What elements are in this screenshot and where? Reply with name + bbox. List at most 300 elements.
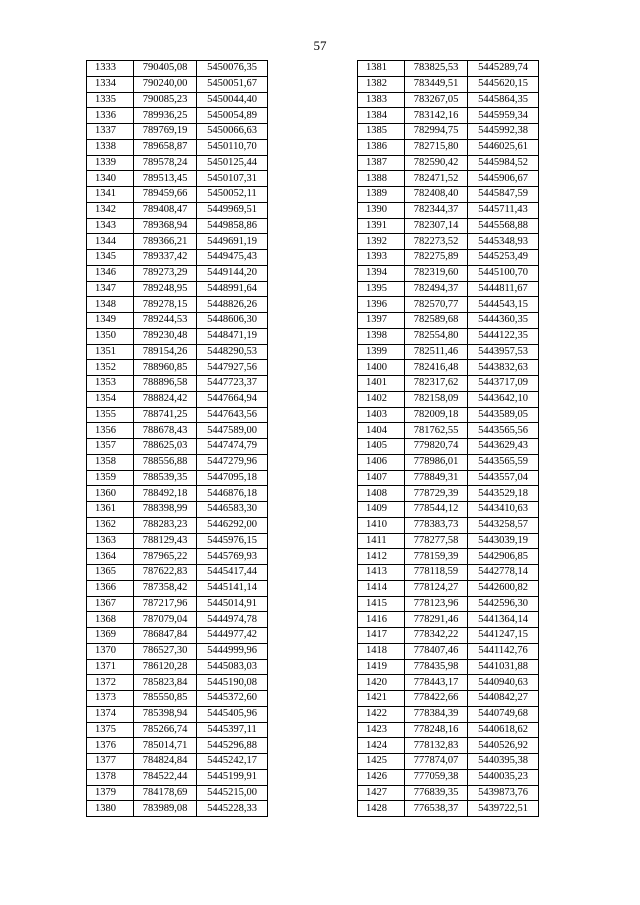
table-row xyxy=(358,281,539,297)
table-row xyxy=(87,565,268,581)
table-row xyxy=(87,139,268,155)
point-number: 1369 xyxy=(87,628,134,644)
x-coordinate: 782494,37 xyxy=(405,281,468,297)
point-number: 1406 xyxy=(358,454,405,470)
x-coordinate: 779820,74 xyxy=(405,439,468,455)
point-number: 1347 xyxy=(87,281,134,297)
y-coordinate: 5447589,00 xyxy=(197,423,268,439)
x-coordinate: 782408,40 xyxy=(405,187,468,203)
point-number: 1353 xyxy=(87,376,134,392)
y-coordinate: 5445568,88 xyxy=(468,218,539,234)
y-coordinate: 5440940,63 xyxy=(468,675,539,691)
table-row xyxy=(358,171,539,187)
point-number: 1361 xyxy=(87,502,134,518)
x-coordinate: 788539,35 xyxy=(134,470,197,486)
point-number: 1354 xyxy=(87,391,134,407)
table-row xyxy=(358,691,539,707)
y-coordinate: 5449144,20 xyxy=(197,265,268,281)
x-coordinate: 784522,44 xyxy=(134,769,197,785)
y-coordinate: 5444999,96 xyxy=(197,643,268,659)
point-number: 1363 xyxy=(87,533,134,549)
point-number: 1356 xyxy=(87,423,134,439)
x-coordinate: 782715,80 xyxy=(405,139,468,155)
table-row xyxy=(87,769,268,785)
point-number: 1419 xyxy=(358,659,405,675)
point-number: 1400 xyxy=(358,360,405,376)
page-number: 57 xyxy=(313,38,327,53)
x-coordinate: 786847,84 xyxy=(134,628,197,644)
x-coordinate: 787358,42 xyxy=(134,580,197,596)
coordinates-table-left xyxy=(86,60,268,817)
point-number: 1389 xyxy=(358,187,405,203)
table-row xyxy=(358,265,539,281)
y-coordinate: 5448471,19 xyxy=(197,328,268,344)
y-coordinate: 5442778,14 xyxy=(468,565,539,581)
x-coordinate: 782554,80 xyxy=(405,328,468,344)
x-coordinate: 790240,00 xyxy=(134,76,197,92)
point-number: 1386 xyxy=(358,139,405,155)
y-coordinate: 5447664,94 xyxy=(197,391,268,407)
point-number: 1370 xyxy=(87,643,134,659)
y-coordinate: 5450110,70 xyxy=(197,139,268,155)
point-number: 1409 xyxy=(358,502,405,518)
point-number: 1337 xyxy=(87,124,134,140)
y-coordinate: 5445014,91 xyxy=(197,596,268,612)
table-row xyxy=(87,643,268,659)
table-row xyxy=(358,187,539,203)
y-coordinate: 5445199,91 xyxy=(197,769,268,785)
x-coordinate: 785266,74 xyxy=(134,722,197,738)
point-number: 1350 xyxy=(87,328,134,344)
y-coordinate: 5443557,04 xyxy=(468,470,539,486)
table-row xyxy=(87,218,268,234)
table-row xyxy=(87,549,268,565)
y-coordinate: 5445100,70 xyxy=(468,265,539,281)
point-number: 1385 xyxy=(358,124,405,140)
x-coordinate: 789936,25 xyxy=(134,108,197,124)
table-row xyxy=(87,76,268,92)
point-number: 1378 xyxy=(87,769,134,785)
coordinates-table-right xyxy=(357,60,539,817)
table-row xyxy=(358,360,539,376)
table-row xyxy=(87,706,268,722)
y-coordinate: 5448606,30 xyxy=(197,313,268,329)
table-row xyxy=(358,328,539,344)
table-row xyxy=(358,250,539,266)
point-number: 1428 xyxy=(358,801,405,817)
y-coordinate: 5450066,63 xyxy=(197,124,268,140)
table-row xyxy=(87,92,268,108)
table-row xyxy=(358,706,539,722)
y-coordinate: 5445253,49 xyxy=(468,250,539,266)
table-row xyxy=(87,234,268,250)
point-number: 1418 xyxy=(358,643,405,659)
point-number: 1349 xyxy=(87,313,134,329)
x-coordinate: 782471,52 xyxy=(405,171,468,187)
x-coordinate: 778849,31 xyxy=(405,470,468,486)
table-row xyxy=(87,533,268,549)
x-coordinate: 787079,04 xyxy=(134,612,197,628)
y-coordinate: 5439873,76 xyxy=(468,785,539,801)
x-coordinate: 783267,05 xyxy=(405,92,468,108)
y-coordinate: 5445242,17 xyxy=(197,754,268,770)
point-number: 1383 xyxy=(358,92,405,108)
x-coordinate: 789278,15 xyxy=(134,297,197,313)
table-row xyxy=(87,454,268,470)
table-row xyxy=(358,596,539,612)
table-row xyxy=(358,722,539,738)
table-row xyxy=(358,517,539,533)
table-row xyxy=(87,754,268,770)
y-coordinate: 5448290,53 xyxy=(197,344,268,360)
x-coordinate: 788283,23 xyxy=(134,517,197,533)
x-coordinate: 784824,84 xyxy=(134,754,197,770)
y-coordinate: 5445083,03 xyxy=(197,659,268,675)
x-coordinate: 788556,88 xyxy=(134,454,197,470)
y-coordinate: 5442600,82 xyxy=(468,580,539,596)
point-number: 1373 xyxy=(87,691,134,707)
point-number: 1352 xyxy=(87,360,134,376)
point-number: 1420 xyxy=(358,675,405,691)
x-coordinate: 782009,18 xyxy=(405,407,468,423)
y-coordinate: 5440526,92 xyxy=(468,738,539,754)
table-row xyxy=(87,265,268,281)
x-coordinate: 785550,85 xyxy=(134,691,197,707)
x-coordinate: 789408,47 xyxy=(134,202,197,218)
table-row xyxy=(87,801,268,817)
y-coordinate: 5450076,35 xyxy=(197,61,268,77)
point-number: 1392 xyxy=(358,234,405,250)
table-row xyxy=(358,139,539,155)
y-coordinate: 5445711,43 xyxy=(468,202,539,218)
x-coordinate: 789368,94 xyxy=(134,218,197,234)
x-coordinate: 788741,25 xyxy=(134,407,197,423)
x-coordinate: 789366,21 xyxy=(134,234,197,250)
point-number: 1351 xyxy=(87,344,134,360)
x-coordinate: 782319,60 xyxy=(405,265,468,281)
x-coordinate: 789658,87 xyxy=(134,139,197,155)
point-number: 1427 xyxy=(358,785,405,801)
y-coordinate: 5441247,15 xyxy=(468,628,539,644)
x-coordinate: 778383,73 xyxy=(405,517,468,533)
point-number: 1394 xyxy=(358,265,405,281)
point-number: 1357 xyxy=(87,439,134,455)
table-row xyxy=(87,61,268,77)
x-coordinate: 778277,58 xyxy=(405,533,468,549)
point-number: 1340 xyxy=(87,171,134,187)
table-row xyxy=(87,738,268,754)
table-row xyxy=(87,250,268,266)
x-coordinate: 789248,95 xyxy=(134,281,197,297)
y-coordinate: 5446025,61 xyxy=(468,139,539,155)
point-number: 1423 xyxy=(358,722,405,738)
x-coordinate: 777874,07 xyxy=(405,754,468,770)
point-number: 1379 xyxy=(87,785,134,801)
point-number: 1421 xyxy=(358,691,405,707)
point-number: 1396 xyxy=(358,297,405,313)
x-coordinate: 778986,01 xyxy=(405,454,468,470)
point-number: 1387 xyxy=(358,155,405,171)
table-row xyxy=(358,313,539,329)
table-row xyxy=(358,202,539,218)
table-row xyxy=(358,612,539,628)
x-coordinate: 778124,27 xyxy=(405,580,468,596)
point-number: 1397 xyxy=(358,313,405,329)
y-coordinate: 5443529,18 xyxy=(468,486,539,502)
table-row xyxy=(358,502,539,518)
point-number: 1393 xyxy=(358,250,405,266)
x-coordinate: 786120,28 xyxy=(134,659,197,675)
x-coordinate: 785398,94 xyxy=(134,706,197,722)
y-coordinate: 5445864,35 xyxy=(468,92,539,108)
x-coordinate: 789273,29 xyxy=(134,265,197,281)
x-coordinate: 782273,52 xyxy=(405,234,468,250)
point-number: 1402 xyxy=(358,391,405,407)
table-row xyxy=(87,439,268,455)
y-coordinate: 5449969,51 xyxy=(197,202,268,218)
table-row xyxy=(358,61,539,77)
table-row xyxy=(87,470,268,486)
x-coordinate: 782416,48 xyxy=(405,360,468,376)
point-number: 1346 xyxy=(87,265,134,281)
point-number: 1408 xyxy=(358,486,405,502)
table-row xyxy=(358,675,539,691)
table-row xyxy=(358,643,539,659)
x-coordinate: 788129,43 xyxy=(134,533,197,549)
x-coordinate: 787622,83 xyxy=(134,565,197,581)
point-number: 1380 xyxy=(87,801,134,817)
y-coordinate: 5450107,31 xyxy=(197,171,268,187)
y-coordinate: 5447723,37 xyxy=(197,376,268,392)
table-row xyxy=(87,108,268,124)
y-coordinate: 5440749,68 xyxy=(468,706,539,722)
point-number: 1399 xyxy=(358,344,405,360)
x-coordinate: 787217,96 xyxy=(134,596,197,612)
y-coordinate: 5447643,56 xyxy=(197,407,268,423)
x-coordinate: 778384,39 xyxy=(405,706,468,722)
point-number: 1416 xyxy=(358,612,405,628)
y-coordinate: 5440842,27 xyxy=(468,691,539,707)
y-coordinate: 5446292,00 xyxy=(197,517,268,533)
x-coordinate: 789459,66 xyxy=(134,187,197,203)
point-number: 1395 xyxy=(358,281,405,297)
point-number: 1375 xyxy=(87,722,134,738)
x-coordinate: 778443,17 xyxy=(405,675,468,691)
y-coordinate: 5445296,88 xyxy=(197,738,268,754)
y-coordinate: 5439722,51 xyxy=(468,801,539,817)
x-coordinate: 778291,46 xyxy=(405,612,468,628)
table-row xyxy=(87,502,268,518)
table-row xyxy=(358,155,539,171)
point-number: 1345 xyxy=(87,250,134,266)
table-row xyxy=(87,628,268,644)
x-coordinate: 784178,69 xyxy=(134,785,197,801)
table-row xyxy=(358,454,539,470)
x-coordinate: 789513,45 xyxy=(134,171,197,187)
table-row xyxy=(358,391,539,407)
point-number: 1338 xyxy=(87,139,134,155)
table-row xyxy=(358,297,539,313)
table-row xyxy=(87,124,268,140)
x-coordinate: 778118,59 xyxy=(405,565,468,581)
table-row xyxy=(87,596,268,612)
x-coordinate: 786527,30 xyxy=(134,643,197,659)
x-coordinate: 782344,37 xyxy=(405,202,468,218)
table-row xyxy=(87,281,268,297)
table-row xyxy=(87,202,268,218)
x-coordinate: 782511,46 xyxy=(405,344,468,360)
y-coordinate: 5445141,14 xyxy=(197,580,268,596)
point-number: 1382 xyxy=(358,76,405,92)
point-number: 1341 xyxy=(87,187,134,203)
point-number: 1391 xyxy=(358,218,405,234)
table-row xyxy=(87,171,268,187)
y-coordinate: 5443039,19 xyxy=(468,533,539,549)
y-coordinate: 5447474,79 xyxy=(197,439,268,455)
x-coordinate: 783142,16 xyxy=(405,108,468,124)
point-number: 1333 xyxy=(87,61,134,77)
y-coordinate: 5445847,59 xyxy=(468,187,539,203)
point-number: 1348 xyxy=(87,297,134,313)
point-number: 1344 xyxy=(87,234,134,250)
table-row xyxy=(87,659,268,675)
table-row xyxy=(358,470,539,486)
point-number: 1426 xyxy=(358,769,405,785)
table-row xyxy=(358,801,539,817)
x-coordinate: 778407,46 xyxy=(405,643,468,659)
y-coordinate: 5442906,85 xyxy=(468,549,539,565)
y-coordinate: 5445190,08 xyxy=(197,675,268,691)
x-coordinate: 778342,22 xyxy=(405,628,468,644)
point-number: 1388 xyxy=(358,171,405,187)
point-number: 1405 xyxy=(358,439,405,455)
x-coordinate: 783449,51 xyxy=(405,76,468,92)
point-number: 1384 xyxy=(358,108,405,124)
point-number: 1359 xyxy=(87,470,134,486)
y-coordinate: 5443258,57 xyxy=(468,517,539,533)
x-coordinate: 783825,53 xyxy=(405,61,468,77)
x-coordinate: 782570,77 xyxy=(405,297,468,313)
point-number: 1360 xyxy=(87,486,134,502)
x-coordinate: 788678,43 xyxy=(134,423,197,439)
table-row xyxy=(87,785,268,801)
point-number: 1417 xyxy=(358,628,405,644)
x-coordinate: 782275,89 xyxy=(405,250,468,266)
y-coordinate: 5449691,19 xyxy=(197,234,268,250)
x-coordinate: 782994,75 xyxy=(405,124,468,140)
table-row xyxy=(87,297,268,313)
point-number: 1377 xyxy=(87,754,134,770)
x-coordinate: 778248,16 xyxy=(405,722,468,738)
table-row xyxy=(87,691,268,707)
x-coordinate: 776839,35 xyxy=(405,785,468,801)
table-row xyxy=(87,313,268,329)
x-coordinate: 778132,83 xyxy=(405,738,468,754)
x-coordinate: 788896,58 xyxy=(134,376,197,392)
point-number: 1339 xyxy=(87,155,134,171)
y-coordinate: 5448826,26 xyxy=(197,297,268,313)
y-coordinate: 5444977,42 xyxy=(197,628,268,644)
x-coordinate: 788960,85 xyxy=(134,360,197,376)
point-number: 1424 xyxy=(358,738,405,754)
y-coordinate: 5450044,40 xyxy=(197,92,268,108)
x-coordinate: 782158,09 xyxy=(405,391,468,407)
y-coordinate: 5449858,86 xyxy=(197,218,268,234)
y-coordinate: 5445984,52 xyxy=(468,155,539,171)
y-coordinate: 5445289,74 xyxy=(468,61,539,77)
point-number: 1407 xyxy=(358,470,405,486)
y-coordinate: 5445417,44 xyxy=(197,565,268,581)
x-coordinate: 782307,14 xyxy=(405,218,468,234)
x-coordinate: 778159,39 xyxy=(405,549,468,565)
table-row xyxy=(87,360,268,376)
y-coordinate: 5445992,38 xyxy=(468,124,539,140)
table-row xyxy=(358,108,539,124)
y-coordinate: 5443565,56 xyxy=(468,423,539,439)
x-coordinate: 790085,23 xyxy=(134,92,197,108)
x-coordinate: 778123,96 xyxy=(405,596,468,612)
table-row xyxy=(87,486,268,502)
x-coordinate: 778544,12 xyxy=(405,502,468,518)
table-row xyxy=(87,391,268,407)
y-coordinate: 5445348,93 xyxy=(468,234,539,250)
y-coordinate: 5445397,11 xyxy=(197,722,268,738)
y-coordinate: 5450051,67 xyxy=(197,76,268,92)
table-row xyxy=(358,754,539,770)
y-coordinate: 5443957,53 xyxy=(468,344,539,360)
table-row xyxy=(87,722,268,738)
y-coordinate: 5445906,67 xyxy=(468,171,539,187)
point-number: 1401 xyxy=(358,376,405,392)
table-row xyxy=(358,565,539,581)
y-coordinate: 5444360,35 xyxy=(468,313,539,329)
point-number: 1335 xyxy=(87,92,134,108)
y-coordinate: 5440618,62 xyxy=(468,722,539,738)
x-coordinate: 788398,99 xyxy=(134,502,197,518)
x-coordinate: 789230,48 xyxy=(134,328,197,344)
point-number: 1336 xyxy=(87,108,134,124)
table-row xyxy=(358,234,539,250)
point-number: 1374 xyxy=(87,706,134,722)
table-row xyxy=(358,549,539,565)
point-number: 1371 xyxy=(87,659,134,675)
point-number: 1425 xyxy=(358,754,405,770)
y-coordinate: 5446583,30 xyxy=(197,502,268,518)
x-coordinate: 789769,19 xyxy=(134,124,197,140)
table-row xyxy=(358,376,539,392)
y-coordinate: 5444543,15 xyxy=(468,297,539,313)
table-row xyxy=(358,218,539,234)
y-coordinate: 5446876,18 xyxy=(197,486,268,502)
y-coordinate: 5444974,78 xyxy=(197,612,268,628)
point-number: 1404 xyxy=(358,423,405,439)
y-coordinate: 5443832,63 xyxy=(468,360,539,376)
table-row xyxy=(358,423,539,439)
x-coordinate: 789154,26 xyxy=(134,344,197,360)
table-row xyxy=(87,187,268,203)
x-coordinate: 782317,62 xyxy=(405,376,468,392)
y-coordinate: 5441142,76 xyxy=(468,643,539,659)
y-coordinate: 5440035,23 xyxy=(468,769,539,785)
point-number: 1422 xyxy=(358,706,405,722)
y-coordinate: 5443565,59 xyxy=(468,454,539,470)
table-row xyxy=(87,155,268,171)
x-coordinate: 788625,03 xyxy=(134,439,197,455)
table-row xyxy=(358,344,539,360)
x-coordinate: 788824,42 xyxy=(134,391,197,407)
y-coordinate: 5444122,35 xyxy=(468,328,539,344)
table-row xyxy=(358,769,539,785)
